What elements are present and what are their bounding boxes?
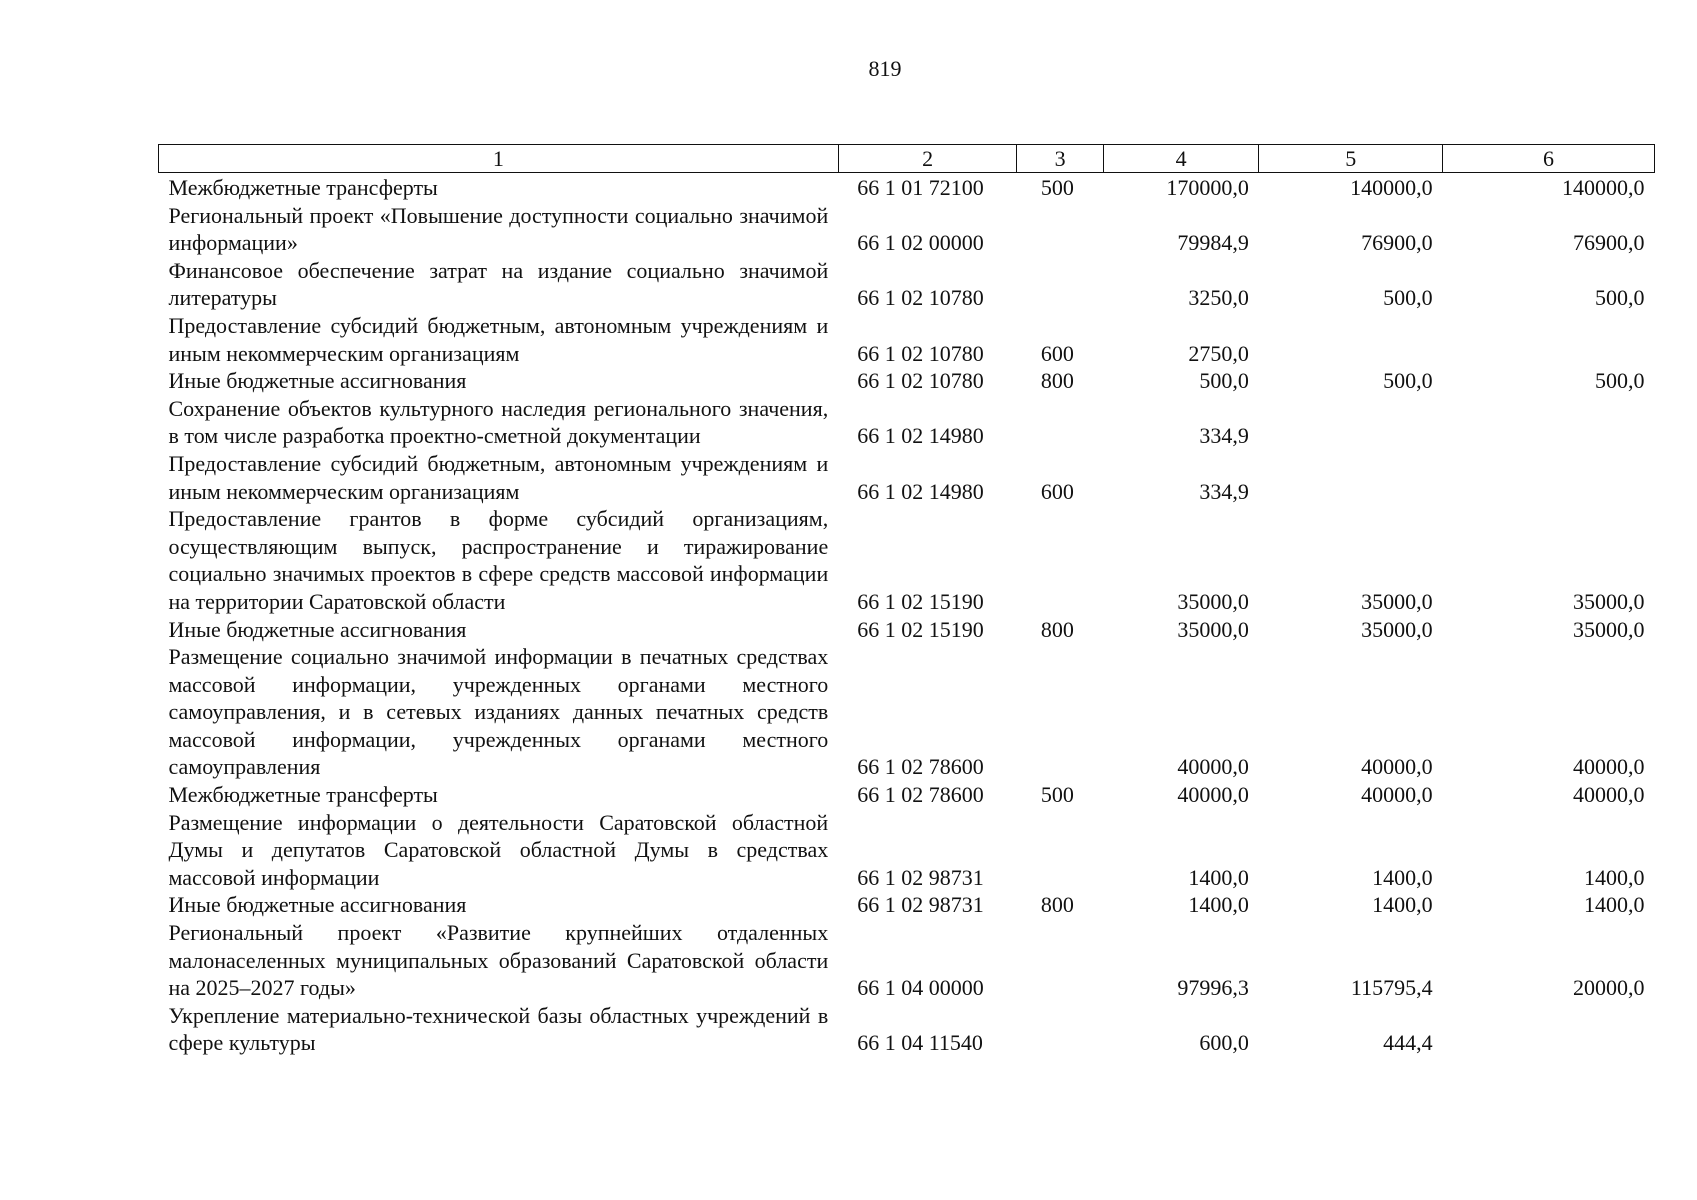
- row-amount-col5: [1259, 312, 1443, 367]
- row-amount-col6: [1443, 1002, 1655, 1057]
- header-col-2027: 6: [1443, 145, 1655, 173]
- header-col-name: 1: [159, 145, 839, 173]
- header-col-type: 3: [1017, 145, 1103, 173]
- row-amount-col6: 40000,0: [1573, 782, 1645, 808]
- row-name: Предоставление субсидий бюджетным, автономным учреждениям и иным некоммерческим организациям: [168, 450, 829, 504]
- table-row: [159, 202, 1655, 257]
- row-expense-type: [1017, 643, 1103, 781]
- header-col-2026: 5: [1259, 145, 1443, 173]
- row-amount-col4: 3250,0: [1188, 285, 1249, 311]
- row-code: 66 1 02 00000: [857, 230, 984, 256]
- row-amount-col4: 35000,0: [1177, 588, 1249, 614]
- table-row: [159, 1002, 1655, 1057]
- row-amount-col4: 97996,3: [1177, 975, 1249, 1001]
- row-amount-col6: 500,0: [1595, 368, 1645, 394]
- row-amount-col5: 1400,0: [1372, 864, 1433, 890]
- row-expense-type: [1017, 505, 1103, 615]
- row-expense-type: 600: [1040, 340, 1074, 366]
- row-amount-col4: 35000,0: [1177, 616, 1249, 642]
- table-row: [159, 395, 1655, 450]
- row-code: 66 1 02 78600: [857, 782, 984, 808]
- row-amount-col6: 1400,0: [1584, 864, 1645, 890]
- row-code: 66 1 04 00000: [857, 975, 984, 1001]
- table-row: [159, 257, 1655, 312]
- row-code: 66 1 02 10780: [857, 285, 984, 311]
- row-amount-col6: 140000,0: [1562, 175, 1645, 200]
- row-amount-col5: 444,4: [1383, 1030, 1433, 1056]
- row-amount-col5: [1259, 395, 1443, 450]
- table-row: [159, 919, 1655, 1002]
- row-amount-col4: 1400,0: [1188, 892, 1249, 918]
- row-expense-type: 800: [1040, 616, 1074, 642]
- row-amount-col5: 500,0: [1383, 368, 1433, 394]
- row-amount-col5: 35000,0: [1361, 616, 1433, 642]
- row-amount-col4: 1400,0: [1188, 864, 1249, 890]
- row-amount-col4: 40000,0: [1177, 754, 1249, 780]
- table-row: [159, 450, 1655, 505]
- row-amount-col5: 115795,4: [1350, 975, 1433, 1001]
- row-code: 66 1 02 98731: [857, 892, 984, 918]
- row-amount-col6: [1443, 395, 1655, 450]
- row-expense-type: 500: [1040, 175, 1074, 200]
- table-row: [159, 312, 1655, 367]
- row-name: Региональный проект «Развитие крупнейших отдаленных малонаселенных муниципальных образований Саратовской области на 2025–2027 годы»: [168, 920, 829, 1001]
- row-amount-col6: 76900,0: [1573, 230, 1645, 256]
- table-row: [159, 616, 1655, 644]
- row-name: Иные бюджетные ассигнования: [168, 616, 467, 642]
- header-row: [159, 145, 1655, 173]
- table-row: [159, 505, 1655, 615]
- row-amount-col4: 334,9: [1199, 478, 1249, 504]
- row-name: Предоставление грантов в форме субсидий организациям, осуществляющим выпуск, распространение и тиражирование социально значимых проектов в сфере средств массовой информации на территории Саратовской области: [168, 506, 829, 614]
- row-name: Размещение социально значимой информации в печатных средствах массовой информации, учрежденных органами местного самоуправления, и в сетевых изданиях данных печатных средств массовой информации, учрежденных органами местного самоуправления: [168, 644, 829, 780]
- table-header: [159, 145, 1655, 173]
- row-amount-col5: [1259, 450, 1443, 505]
- budget-table: [158, 144, 1655, 1057]
- row-name: Межбюджетные трансферты: [168, 175, 438, 200]
- row-amount-col4: 2750,0: [1188, 340, 1249, 366]
- page-number: 819: [868, 56, 902, 81]
- row-name: Иные бюджетные ассигнования: [168, 368, 467, 394]
- row-amount-col5: 40000,0: [1361, 754, 1433, 780]
- row-code: 66 1 01 72100: [857, 175, 984, 200]
- table-row: [159, 367, 1655, 395]
- row-amount-col4: 40000,0: [1177, 782, 1249, 808]
- row-amount-col6: 20000,0: [1573, 975, 1645, 1001]
- row-amount-col6: 35000,0: [1573, 616, 1645, 642]
- row-amount-col5: 40000,0: [1361, 782, 1433, 808]
- row-name: Иные бюджетные ассигнования: [168, 892, 467, 918]
- row-amount-col6: [1443, 312, 1655, 367]
- row-name: Финансовое обеспечение затрат на издание социально значимой литературы: [168, 257, 829, 311]
- table-body: [159, 173, 1655, 1058]
- row-name: Размещение информации о деятельности Саратовской областной Думы и депутатов Саратовской областной Думы в средствах массовой информации: [168, 809, 829, 890]
- row-expense-type: 800: [1040, 368, 1074, 394]
- row-code: 66 1 04 11540: [857, 1030, 983, 1056]
- table-row: [159, 891, 1655, 919]
- row-code: 66 1 02 14980: [857, 423, 984, 449]
- table-row: [159, 781, 1655, 809]
- table-row: [159, 173, 1655, 202]
- row-expense-type: [1017, 395, 1103, 450]
- row-code: 66 1 02 98731: [857, 864, 984, 890]
- row-amount-col6: 40000,0: [1573, 754, 1645, 780]
- row-name: Сохранение объектов культурного наследия регионального значения, в том числе разработка проектно-сметной документации: [168, 395, 829, 449]
- table-row: [159, 809, 1655, 892]
- row-code: 66 1 02 15190: [857, 616, 984, 642]
- row-code: 66 1 02 14980: [857, 478, 984, 504]
- row-expense-type: [1017, 257, 1103, 312]
- row-expense-type: 600: [1040, 478, 1074, 504]
- table-row: [159, 643, 1655, 781]
- row-amount-col5: 500,0: [1383, 285, 1433, 311]
- row-amount-col5: 76900,0: [1361, 230, 1433, 256]
- row-name: Региональный проект «Повышение доступности социально значимой информации»: [168, 202, 829, 256]
- row-amount-col5: 35000,0: [1361, 588, 1433, 614]
- row-amount-col4: 334,9: [1199, 423, 1249, 449]
- header-col-code: 2: [838, 145, 1017, 173]
- row-name: Укрепление материально-технической базы областных учреждений в сфере культуры: [168, 1002, 829, 1056]
- row-expense-type: [1017, 919, 1103, 1002]
- row-amount-col4: 600,0: [1199, 1030, 1249, 1056]
- row-expense-type: [1017, 1002, 1103, 1057]
- row-amount-col4: 500,0: [1199, 368, 1249, 394]
- row-amount-col4: 170000,0: [1166, 175, 1249, 200]
- row-code: 66 1 02 10780: [857, 340, 984, 366]
- row-amount-col6: [1443, 450, 1655, 505]
- row-name: Предоставление субсидий бюджетным, автономным учреждениям и иным некоммерческим организациям: [168, 312, 829, 366]
- row-amount-col5: 140000,0: [1350, 175, 1433, 200]
- row-amount-col6: 35000,0: [1573, 588, 1645, 614]
- row-amount-col4: 79984,9: [1177, 230, 1249, 256]
- row-amount-col6: 500,0: [1595, 285, 1645, 311]
- row-code: 66 1 02 10780: [857, 368, 984, 394]
- row-expense-type: [1017, 202, 1103, 257]
- row-amount-col5: 1400,0: [1372, 892, 1433, 918]
- row-expense-type: [1017, 809, 1103, 892]
- row-code: 66 1 02 15190: [857, 588, 984, 614]
- row-name: Межбюджетные трансферты: [168, 782, 438, 808]
- header-col-2025: 4: [1103, 145, 1259, 173]
- row-amount-col6: 1400,0: [1584, 892, 1645, 918]
- row-code: 66 1 02 78600: [857, 754, 984, 780]
- row-expense-type: 800: [1040, 892, 1074, 918]
- row-expense-type: 500: [1040, 782, 1074, 808]
